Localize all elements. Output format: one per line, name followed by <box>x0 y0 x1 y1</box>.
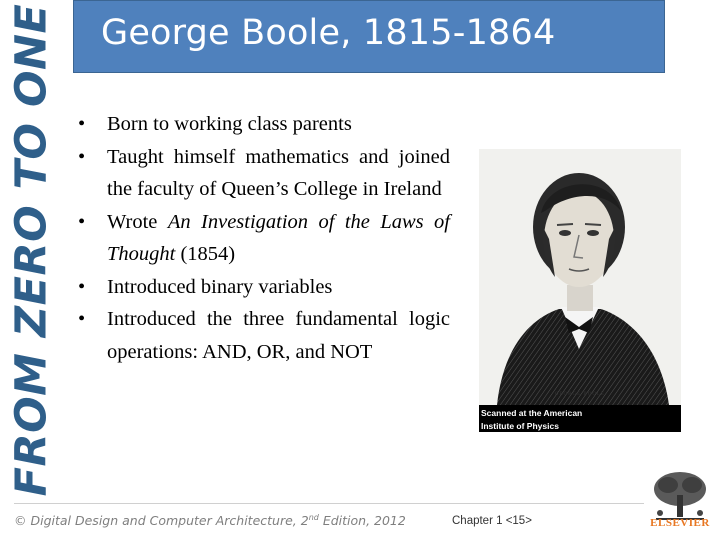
portrait-caption: Scanned at the American Institute of Physics <box>479 405 681 432</box>
bullet-item: • Introduced binary variables <box>78 271 450 304</box>
slide-number: Chapter 1 <15> <box>452 515 532 527</box>
title-bar <box>73 0 665 73</box>
book-title: An Investigation of the Laws of Thought <box>107 210 450 265</box>
bullet-item: • Taught himself mathematics and joined the faculty of Queen’s College in Ireland <box>78 141 450 206</box>
copyright-text: © Digital Design and Computer Architecture, 2nd Edition, 2012 <box>14 513 406 529</box>
portrait-image <box>479 149 681 432</box>
side-title <box>2 0 60 500</box>
bullet-list <box>78 108 450 368</box>
portrait-engraving-icon <box>479 149 681 405</box>
footer-divider <box>14 503 644 504</box>
publisher-name: ELSEVIER <box>650 517 710 529</box>
portrait-signature: GEORGE BOOLE <box>554 392 606 397</box>
bullet-item: • Introduced the three fundamental logic operations: AND, OR, and NOT <box>78 303 450 368</box>
side-title-text: FROM ZERO TO ONE <box>6 3 57 497</box>
bullet-item: • Wrote An Investigation of the Laws of Thought (1854) <box>78 206 450 271</box>
slide-title: George Boole, 1815-1864 <box>101 13 556 53</box>
bullet-item: • Born to working class parents <box>78 108 450 141</box>
